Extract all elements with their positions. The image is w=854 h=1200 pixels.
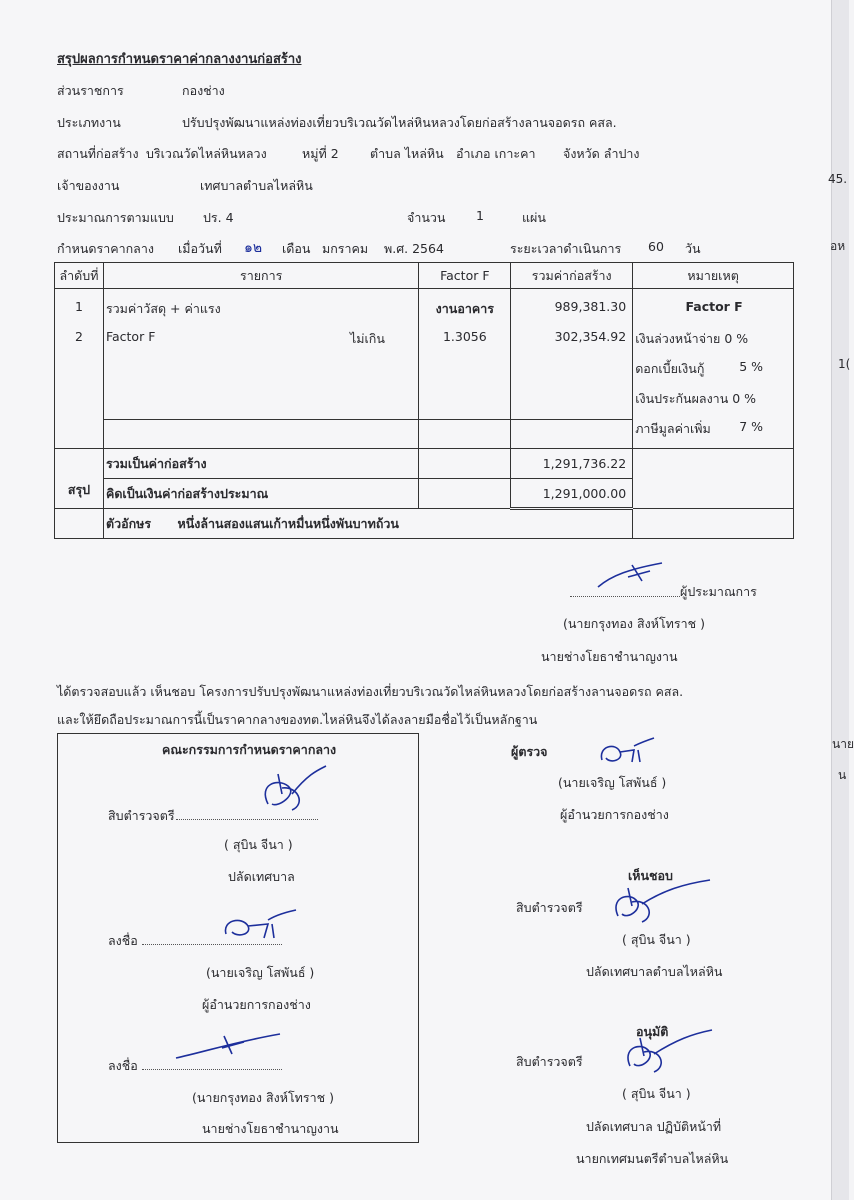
dept-label: ส่วนราชการ <box>57 83 124 98</box>
cell-note <box>633 289 794 449</box>
row-no: 2 <box>75 329 83 344</box>
inspector-name: (นายเจริญ โสพันธ์ ) <box>558 775 667 790</box>
total-row <box>55 449 794 479</box>
approver2-role: อนุมัติ <box>636 1024 669 1039</box>
note-factor: Factor F <box>685 299 743 314</box>
village-label: หมู่ที่ 2 <box>302 146 339 161</box>
month-value: มกราคม <box>322 241 369 256</box>
site-label: สถานที่ก่อสร้าง <box>57 146 139 161</box>
summary-label: สรุป <box>55 449 104 509</box>
m1-position: ปลัดเทศบาล <box>228 869 295 884</box>
table-header-row <box>55 263 794 289</box>
inspector-role: ผู้ตรวจ <box>511 744 548 759</box>
approver2-position-2: นายกเทศมนตรีตำบลไหล่หิน <box>576 1151 729 1166</box>
qty-label: จำนวน <box>407 210 446 225</box>
letters-value: หนึ่งล้านสองแสนเก้าหมื่นหนึ่งพันบาทถ้วน <box>177 516 399 531</box>
note-retention: เงินประกันผลงาน 0 % <box>635 391 757 406</box>
header-no: ลำดับที่ <box>55 263 104 289</box>
duration-unit: วัน <box>685 241 701 256</box>
approver2-name: ( สุบิน จีนา ) <box>622 1086 691 1101</box>
approver1-position: ปลัดเทศบาลตำบลไหล่หิน <box>586 964 723 979</box>
row-item: Factor F <box>105 329 156 344</box>
committee-title: คณะกรรมการกำหนดราคากลาง <box>162 742 337 757</box>
estimate-form: ปร. 4 <box>203 210 234 225</box>
estimator-role: ผู้ประมาณการ <box>680 584 757 599</box>
qty-value: 1 <box>476 208 484 223</box>
estimator-sign-line <box>570 583 680 597</box>
m2-prefix: ลงชื่อ <box>108 933 138 948</box>
site-value: บริเวณวัดไหล่หินหลวง <box>146 146 267 161</box>
type-label: ประเภทงาน <box>57 115 121 130</box>
header-factor: Factor F <box>419 263 511 289</box>
m1-prefix: สิบตำรวจตรี <box>108 808 175 823</box>
approver1-signature <box>604 880 714 928</box>
document-title: สรุปผลการกำหนดราคาค่ากลางงานก่อสร้าง <box>57 52 302 67</box>
date-label: เมื่อวันที่ <box>178 241 222 256</box>
date-day: ๑๒ <box>244 240 263 256</box>
total-value: 1,291,736.22 <box>511 449 633 479</box>
header-total: รวมค่าก่อสร้าง <box>511 263 633 289</box>
row-item: รวมค่าวัสดุ + ค่าแรง <box>105 301 221 316</box>
subdistrict: ตำบล ไหล่หิน <box>370 146 444 161</box>
m1-name: ( สุบิน จีนา ) <box>224 837 293 852</box>
province: จังหวัด ลำปาง <box>563 146 640 161</box>
letters-label: ตัวอักษร <box>105 516 152 531</box>
m3-signature <box>174 1030 284 1062</box>
cell-item <box>103 289 418 449</box>
header-note: หมายเหตุ <box>633 263 794 289</box>
letters-cell <box>103 509 632 539</box>
m3-name: (นายกรุงทอง สิงห์โทราช ) <box>192 1090 334 1105</box>
inspector-signature <box>596 738 656 768</box>
edge-fragment: 45. <box>828 172 848 186</box>
price-set-label: กำหนดราคากลาง <box>57 241 154 256</box>
note-vat: ภาษีมูลค่าเพิ่ม 7 % <box>635 419 763 436</box>
approver2-position-1: ปลัดเทศบาล ปฏิบัติหน้าที่ <box>586 1119 722 1134</box>
statement-line-1: ได้ตรวจสอบแล้ว เห็นชอบ โครงการปรับปรุงพัฒนาแหล่งท่องเที่ยวบริเวณวัดไหล่หินหลวงโดยก่อสร้างลานจอดรถ คสล. <box>57 684 684 699</box>
row-item-limit: ไม่เกิน <box>349 331 385 346</box>
row-no: 1 <box>75 299 83 314</box>
approver1-prefix: สิบตำรวจตรี <box>516 900 583 915</box>
dept-value: กองช่าง <box>182 83 225 98</box>
district: อำเภอ เกาะคา <box>456 146 536 161</box>
approver2-prefix: สิบตำรวจตรี <box>516 1054 583 1069</box>
edge-fragment: น <box>838 768 847 782</box>
cost-table <box>54 262 794 539</box>
type-value: ปรับปรุงพัฒนาแหล่งท่องเที่ยวบริเวณวัดไหล่หินหลวงโดยก่อสร้างลานจอดรถ คสล. <box>182 115 617 130</box>
note-interest: ดอกเบี้ยเงินกู้ 5 % <box>635 359 763 376</box>
letters-row <box>55 509 794 539</box>
qty-unit: แผ่น <box>522 210 546 225</box>
row-total: 989,381.30 <box>554 299 627 314</box>
m2-position: ผู้อำนวยการกองช่าง <box>202 997 311 1012</box>
m1-signature <box>248 764 328 820</box>
m2-signature <box>218 910 298 946</box>
cell-total <box>511 289 633 449</box>
note-advance: เงินล่วงหน้าจ่าย 0 % <box>635 331 749 346</box>
estimate-value: 1,291,000.00 <box>511 479 633 509</box>
total-label: รวมเป็นค่าก่อสร้าง <box>103 449 418 479</box>
year-label: พ.ศ. 2564 <box>384 241 444 256</box>
edge-fragment: นาย <box>832 737 854 751</box>
approver1-role: เห็นชอบ <box>628 868 673 883</box>
owner-value: เทศบาลตำบลไหล่หิน <box>200 178 313 193</box>
header-item: รายการ <box>103 263 418 289</box>
row-total: 302,354.92 <box>554 329 627 344</box>
statement-line-2: และให้ยึดถือประมาณการนี้เป็นราคากลางของทต.ไหล่หินจึงได้ลงลายมือชื่อไว้เป็นหลักฐาน <box>57 712 538 727</box>
approver1-name: ( สุบิน จีนา ) <box>622 932 691 947</box>
edge-fragment: 1( <box>838 357 851 371</box>
duration-label: ระยะเวลาดำเนินการ <box>510 241 622 256</box>
approver2-signature <box>616 1030 716 1076</box>
estimator-position: นายช่างโยธาชำนาญงาน <box>541 649 678 664</box>
m3-position: นายช่างโยธาชำนาญงาน <box>202 1121 339 1136</box>
m3-prefix: ลงชื่อ <box>108 1058 138 1073</box>
table-body-row <box>55 289 794 449</box>
estimate-row-label: คิดเป็นเงินค่าก่อสร้างประมาณ <box>103 479 418 509</box>
cell-factor <box>419 289 511 449</box>
month-label: เดือน <box>282 241 311 256</box>
estimate-label: ประมาณการตามแบบ <box>57 210 174 225</box>
row-factor: 1.3056 <box>442 329 487 344</box>
m2-name: (นายเจริญ โสพันธ์ ) <box>206 965 315 980</box>
inspector-position: ผู้อำนวยการกองช่าง <box>560 807 669 822</box>
estimator-name: (นายกรุงทอง สิงห์โทราช ) <box>563 616 705 631</box>
duration-value: 60 <box>648 239 664 254</box>
owner-label: เจ้าของงาน <box>57 178 120 193</box>
edge-fragment: อห <box>830 239 846 253</box>
committee-box <box>57 733 419 1143</box>
cell-no <box>55 289 104 449</box>
row-factor: งานอาคาร <box>435 301 494 316</box>
